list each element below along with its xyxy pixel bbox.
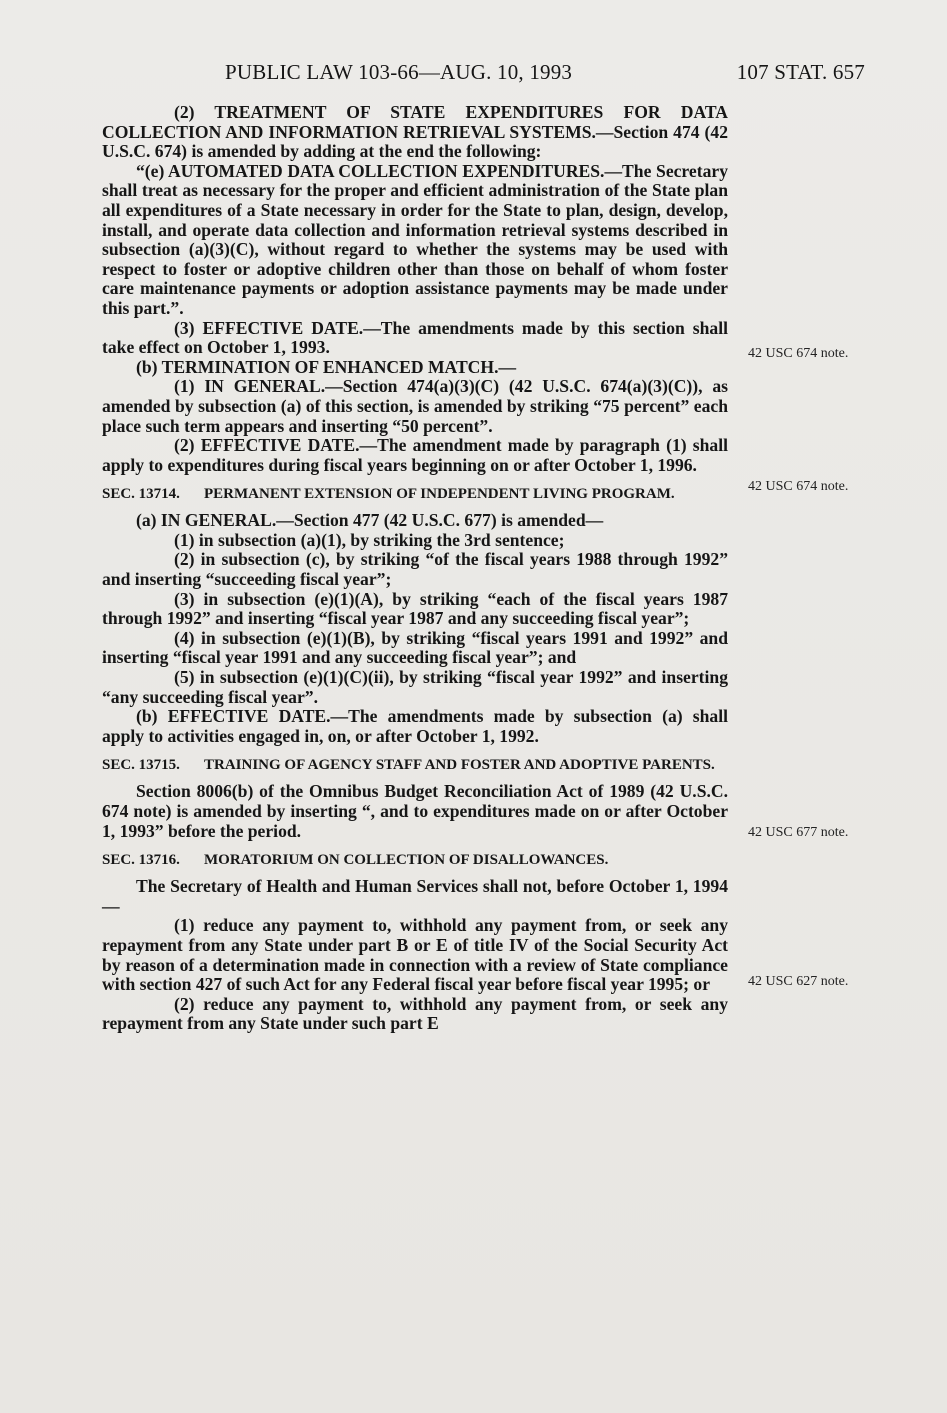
margin-note: 42 USC 627 note.	[748, 974, 849, 989]
margin-note: 42 USC 677 note.	[748, 825, 849, 840]
paragraph: (2) in subsection (c), by striking “of the fiscal years 1988 through 1992” and inserting “succeeding fiscal year”;	[102, 549, 728, 590]
paragraph: Section 8006(b) of the Omnibus Budget Reconciliation Act of 1989 (42 U.S.C. 674 note) is amended by inserting “, and to expenditures made on or after October 1, 1993” before the period.	[102, 781, 728, 841]
header-title: PUBLIC LAW 103-66—AUG. 10, 1993	[225, 60, 573, 84]
paragraph: (5) in subsection (e)(1)(C)(ii), by striking “fiscal year 1992” and inserting “any succeeding fiscal year”.	[102, 667, 728, 707]
margin-note: 42 USC 674 note.	[748, 479, 849, 494]
paragraph: (1) IN GENERAL.—Section 474(a)(3)(C) (42 U.S.C. 674(a)(3)(C)), as amended by subsection (a) of this section, is amended by striking “75 percent” each place such term appears and inserting “50 percent”.	[102, 376, 728, 436]
paragraph: (3) EFFECTIVE DATE.—The amendments made by this section shall take effect on October 1, 1993.	[102, 317, 728, 358]
section-number: SEC. 13716.	[102, 852, 180, 869]
margin-note: 42 USC 674 note.	[748, 346, 849, 361]
paragraph: The Secretary of Health and Human Services shall not, before October 1, 1994—	[102, 876, 728, 916]
paragraph: (2) EFFECTIVE DATE.—The amendment made by paragraph (1) shall apply to expenditures during fiscal years beginning on or after October 1, 1996.	[102, 435, 728, 475]
paragraph: (2) TREATMENT OF STATE EXPENDITURES FOR DATA COLLECTION AND INFORMATION RETRIEVAL SYSTEMS.—Section 474 (42 U.S.C. 674) is amended by adding at the end the following:	[102, 102, 728, 162]
section-title: MORATORIUM ON COLLECTION OF DISALLOWANCES.	[204, 852, 609, 869]
paragraph: (b) EFFECTIVE DATE.—The amendments made by subsection (a) shall apply to activities engaged in, on, or after October 1, 1992.	[102, 706, 728, 746]
paragraph: “(e) AUTOMATED DATA COLLECTION EXPENDITURES.—The Secretary shall treat as necessary for the proper and efficient administration of the State plan all expenditures of a State necessary in order for the State to plan, design, develop, install, and operate data collection and information retrieval systems described in subsection (a)(3)(C), without regard to whether the systems may be used with respect to foster or adoptive children other than those on behalf of whom foster care maintenance payments or adoption assistance payments may be made under this part.”.	[102, 160, 728, 318]
section-heading	[102, 486, 728, 503]
section-number: SEC. 13714.	[102, 486, 180, 503]
section-number: SEC. 13715.	[102, 757, 180, 774]
paragraph: (1) in subsection (a)(1), by striking the 3rd sentence;	[174, 529, 565, 550]
paragraph: (1) reduce any payment to, withhold any payment from, or seek any repayment from any State under part B or E of title IV of the Social Security Act by reason of a determination made in connection with a review of State compliance with section 427 of such Act for any Federal fiscal year before fiscal year 1995; or	[102, 915, 728, 995]
paragraph: (a) IN GENERAL.—Section 477 (42 U.S.C. 677) is amended—	[136, 510, 604, 531]
section-title: TRAINING OF AGENCY STAFF AND FOSTER AND ADOPTIVE PARENTS.	[204, 757, 715, 774]
section-heading	[102, 757, 728, 774]
page-body	[102, 103, 728, 1034]
section-heading	[102, 852, 728, 869]
paragraph: (3) in subsection (e)(1)(A), by striking “each of the fiscal years 1987 through 1992” and inserting “fiscal year 1987 and any succeeding fiscal year”;	[102, 588, 728, 629]
paragraph: (2) reduce any payment to, withhold any payment from, or seek any repayment from any State under such part E	[102, 993, 728, 1034]
running-header	[225, 60, 865, 90]
section-title: PERMANENT EXTENSION OF INDEPENDENT LIVING PROGRAM.	[204, 486, 675, 503]
page-number: 107 STAT. 657	[736, 60, 865, 84]
paragraph: (4) in subsection (e)(1)(B), by striking “fiscal years 1991 and 1992” and inserting “fiscal year 1991 and any succeeding fiscal year”; and	[102, 627, 728, 668]
paragraph: (b) TERMINATION OF ENHANCED MATCH.—	[136, 356, 517, 377]
